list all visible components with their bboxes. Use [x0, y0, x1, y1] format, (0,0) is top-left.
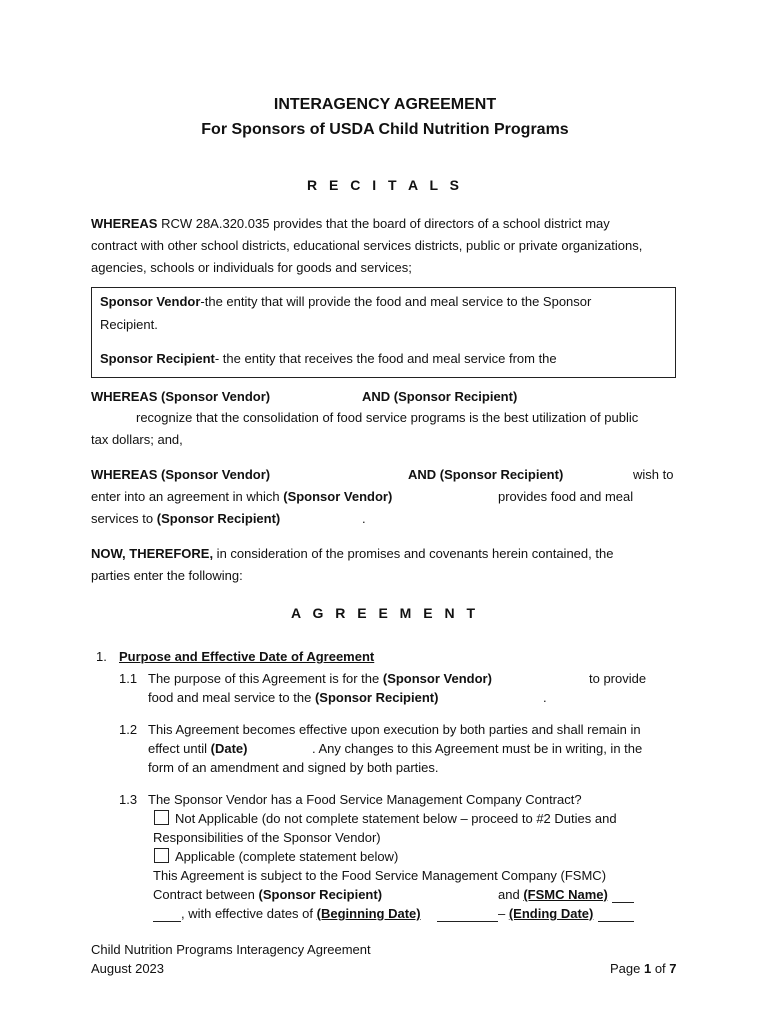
section-1-3-number: 1.3 [119, 792, 138, 807]
section-1-1-number: 1.1 [119, 671, 138, 686]
whereas-3-line-2: enter into an agreement in which (Sponsor Vendor) [91, 489, 393, 504]
section-1-1-to-provide: to provide [589, 671, 647, 686]
whereas-3-recipient: AND (Sponsor Recipient) [408, 467, 564, 482]
whereas-3-wish-to: wish to [633, 467, 674, 482]
document-subtitle: For Sponsors of USDA Child Nutrition Programs [201, 121, 569, 138]
applicable-label: Applicable (complete statement below) [175, 849, 399, 864]
sponsor-recipient-definition: Sponsor Recipient- the entity that receives the food and meal service from the [100, 351, 557, 366]
ending-date-field: – (Ending Date) [498, 906, 594, 921]
document-title: INTERAGENCY AGREEMENT [273, 96, 497, 113]
applicable-checkbox[interactable] [154, 848, 169, 863]
whereas-3-period: . [362, 511, 366, 526]
whereas-1-line-1: WHEREAS RCW 28A.320.035 provides that the board of directors of a school district may [91, 216, 610, 231]
section-1-3-line-5: This Agreement is subject to the Food Service Management Company (FSMC) [153, 868, 607, 883]
section-1-3-line-1: The Sponsor Vendor has a Food Service Management Company Contract? [148, 792, 582, 807]
whereas-2-line-3: tax dollars; and, [91, 432, 183, 447]
recitals-heading: R E C I T A L S [307, 177, 463, 193]
now-therefore-line-1: NOW, THEREFORE, in consideration of the promises and covenants herein contained, the [91, 546, 614, 561]
footer-date: August 2023 [91, 961, 165, 976]
section-1-2-line-2-end: . Any changes to this Agreement must be in writing, in the [312, 741, 643, 756]
section-1-number: 1. [96, 649, 107, 664]
whereas-2-recipient: AND (Sponsor Recipient) [362, 389, 518, 404]
footer-title: Child Nutrition Programs Interagency Agreement [91, 942, 371, 957]
section-1-3-line-6: Contract between (Sponsor Recipient) [153, 887, 383, 902]
section-1-2-line-2: effect until (Date) [148, 741, 248, 756]
whereas-1-line-2: contract with other school districts, educational services districts, public or private organizations, [91, 238, 643, 253]
not-applicable-label-cont: Responsibilities of the Sponsor Vendor) [153, 830, 381, 845]
section-1-title: Purpose and Effective Date of Agreement [119, 649, 375, 664]
fsmc-contract-blank [153, 921, 181, 922]
agreement-heading: A G R E E M E N T [290, 605, 480, 621]
section-1-2-number: 1.2 [119, 722, 138, 737]
whereas-2-line-2: recognize that the consolidation of food service programs is the best utilization of public [136, 410, 639, 425]
whereas-2-vendor: WHEREAS (Sponsor Vendor) [91, 389, 271, 404]
definitions-box [91, 287, 676, 378]
section-1-1-period: . [543, 690, 547, 705]
now-therefore-line-2: parties enter the following: [91, 568, 243, 583]
section-1-1-line-1: The purpose of this Agreement is for the (Sponsor Vendor) [148, 671, 492, 686]
fsmc-name-blank [612, 902, 634, 903]
page-number: Page 1 of 7 [610, 961, 677, 976]
sponsor-vendor-definition-cont: Recipient. [100, 317, 158, 332]
whereas-3-line-2-end: provides food and meal [498, 489, 634, 504]
whereas-3-line-3: services to (Sponsor Recipient) [91, 511, 281, 526]
whereas-1-line-3: agencies, schools or individuals for goods and services; [91, 260, 412, 275]
whereas-3-vendor: WHEREAS (Sponsor Vendor) [91, 467, 271, 482]
fsmc-name-field: and (FSMC Name) [498, 887, 608, 902]
sponsor-vendor-definition: Sponsor Vendor-the entity that will provide the food and meal service to the Sponsor [100, 294, 592, 309]
section-1-2-line-3: form of an amendment and signed by both parties. [148, 760, 439, 775]
not-applicable-checkbox[interactable] [154, 810, 169, 825]
section-1-2-line-1: This Agreement becomes effective upon execution by both parties and shall remain in [148, 722, 641, 737]
ending-date-blank [598, 921, 634, 922]
beginning-date-blank [437, 921, 498, 922]
section-1-3-line-7: , with effective dates of (Beginning Date) [181, 906, 421, 921]
section-1-1-line-2: food and meal service to the (Sponsor Recipient) [148, 690, 439, 705]
not-applicable-label: Not Applicable (do not complete statement below – proceed to #2 Duties and [175, 811, 617, 826]
